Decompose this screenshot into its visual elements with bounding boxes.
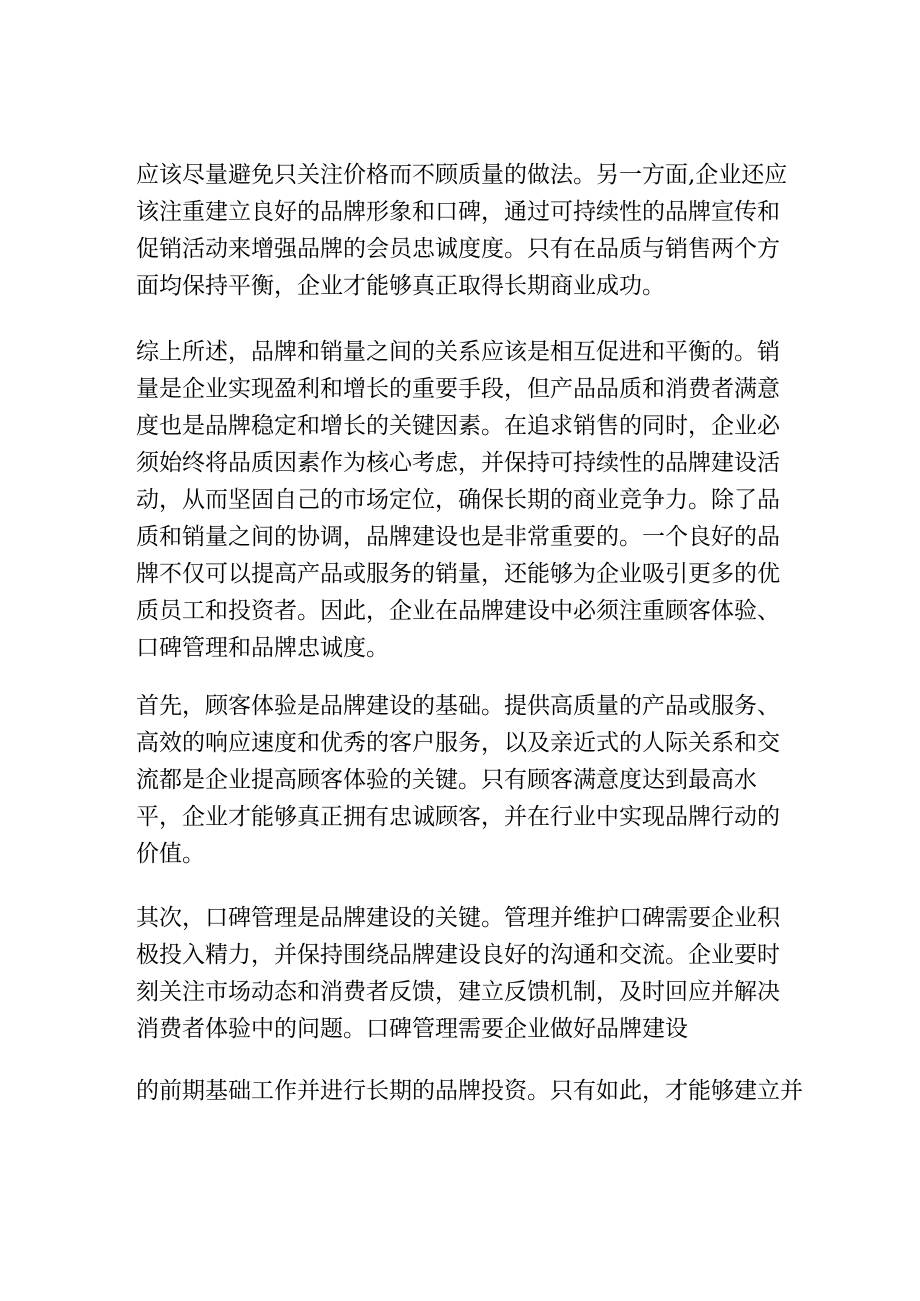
text-line: 口碑管理和品牌忠诚度。 [136,635,389,661]
paragraph-2 [136,334,800,667]
text-line: 牌不仅可以提高产品或服务的销量，还能够为企业吸引更多的优 [136,561,780,587]
text-line: 消费者体验中的问题。口碑管理需要企业做好品牌建设 [136,1016,688,1042]
text-line: 刻关注市场动态和消费者反馈，建立反馈机制，及时回应并解决 [136,979,780,1005]
text-line: 须始终将品质因素作为核心考虑，并保持可持续性的品牌建设活 [136,450,780,476]
text-line: 面均保持平衡，企业才能够真正取得长期商业成功。 [136,273,665,299]
text-line: 极投入精力，并保持围绕品牌建设良好的沟通和交流。企业要时 [136,942,780,968]
text-line: 其次，口碑管理是品牌建设的关键。管理并维护口碑需要企业积 [136,905,780,931]
text-line: 量是企业实现盈利和增长的重要手段，但产品品质和消费者满意 [136,376,780,402]
text-line: 综上所述，品牌和销量之间的关系应该是相互促进和平衡的。销 [136,339,780,365]
text-line: 该注重建立良好的品牌形象和口碑，通过可持续性的品牌宣传和 [136,199,780,225]
text-line: 首先，顾客体验是品牌建设的基础。提供高质量的产品或服务、 [136,693,780,719]
text-line: 应该尽量避免只关注价格而不顾质量的做法。另一方面,企业还应 [136,162,788,188]
paragraph-3 [136,688,800,873]
text-line: 度也是品牌稳定和增长的关键因素。在追求销售的同时，企业必 [136,413,780,439]
text-line: 价值。 [136,841,205,867]
text-line: 平，企业才能够真正拥有忠诚顾客，并在行业中实现品牌行动的 [136,804,780,830]
text-line: 促销活动来增强品牌的会员忠诚度度。只有在品质与销售两个方 [136,236,780,262]
paragraph-1 [136,157,800,305]
text-line: 动，从而坚固自己的市场定位，确保长期的商业竞争力。除了品 [136,487,780,513]
paragraph-4 [136,900,800,1048]
text-line: 质员工和投资者。因此，企业在品牌建设中必须注重顾客体验、 [136,598,780,624]
text-line: 高效的响应速度和优秀的客户服务，以及亲近式的人际关系和交 [136,730,780,756]
text-line: 质和销量之间的协调，品牌建设也是非常重要的。一个良好的品 [136,524,780,550]
text-line: 流都是企业提高顾客体验的关键。只有顾客满意度达到最高水 [136,767,757,793]
text-line: 的前期基础工作并进行长期的品牌投资。只有如此，才能够建立并 [136,1078,803,1104]
paragraph-5 [136,1073,803,1110]
